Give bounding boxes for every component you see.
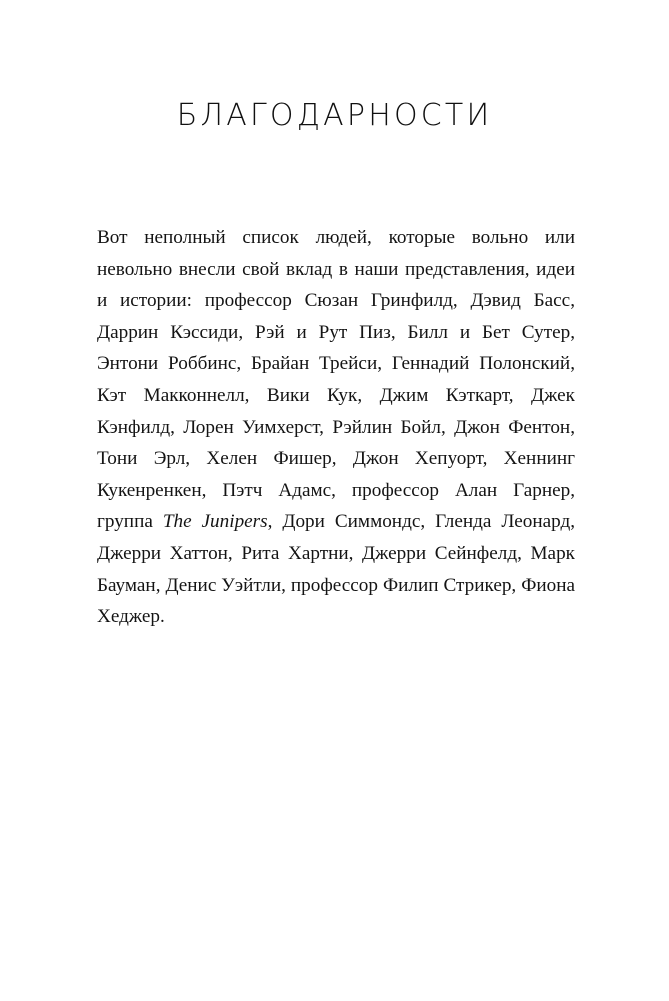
acknowledgements-paragraph	[97, 222, 575, 633]
acknowledgements-block	[97, 222, 575, 633]
acknowledgements-text-part1: Вот неполный список людей, которые вольно или невольно внесли свой вклад в наши представления, идеи и истории: профессор Сюзан Гринфилд, Дэвид Басс, Даррин Кэссиди, Рэй и Рут Пиз, Билл и Бет Сутер, Энтони Роббинс, Брайан Трейси, Геннадий Полонский, Кэт Макконнелл, Вики Кук, Джим Кэткарт, Джек Кэнфилд, Лорен Уимхерст, Рэйлин Бойл, Джон Фентон, Тони Эрл, Хелен Фишер, Джон Хепуорт, Хеннинг Кукенренкен, Пэтч Адамс, профессор Алан Гарнер, группа	[97, 227, 575, 533]
acknowledgements-text-part2: , Дори Симмондс, Гленда Леонард, Джерри Хаттон, Рита Хартни, Джерри Сейнфелд, Марк Бауман, Денис Уэйтли, профессор Филип Стрикер, Фиона Хеджер.	[97, 511, 575, 628]
page-title: БЛАГОДАРНОСТИ	[176, 98, 493, 134]
acknowledgements-italic-title: The Junipers	[162, 511, 268, 533]
